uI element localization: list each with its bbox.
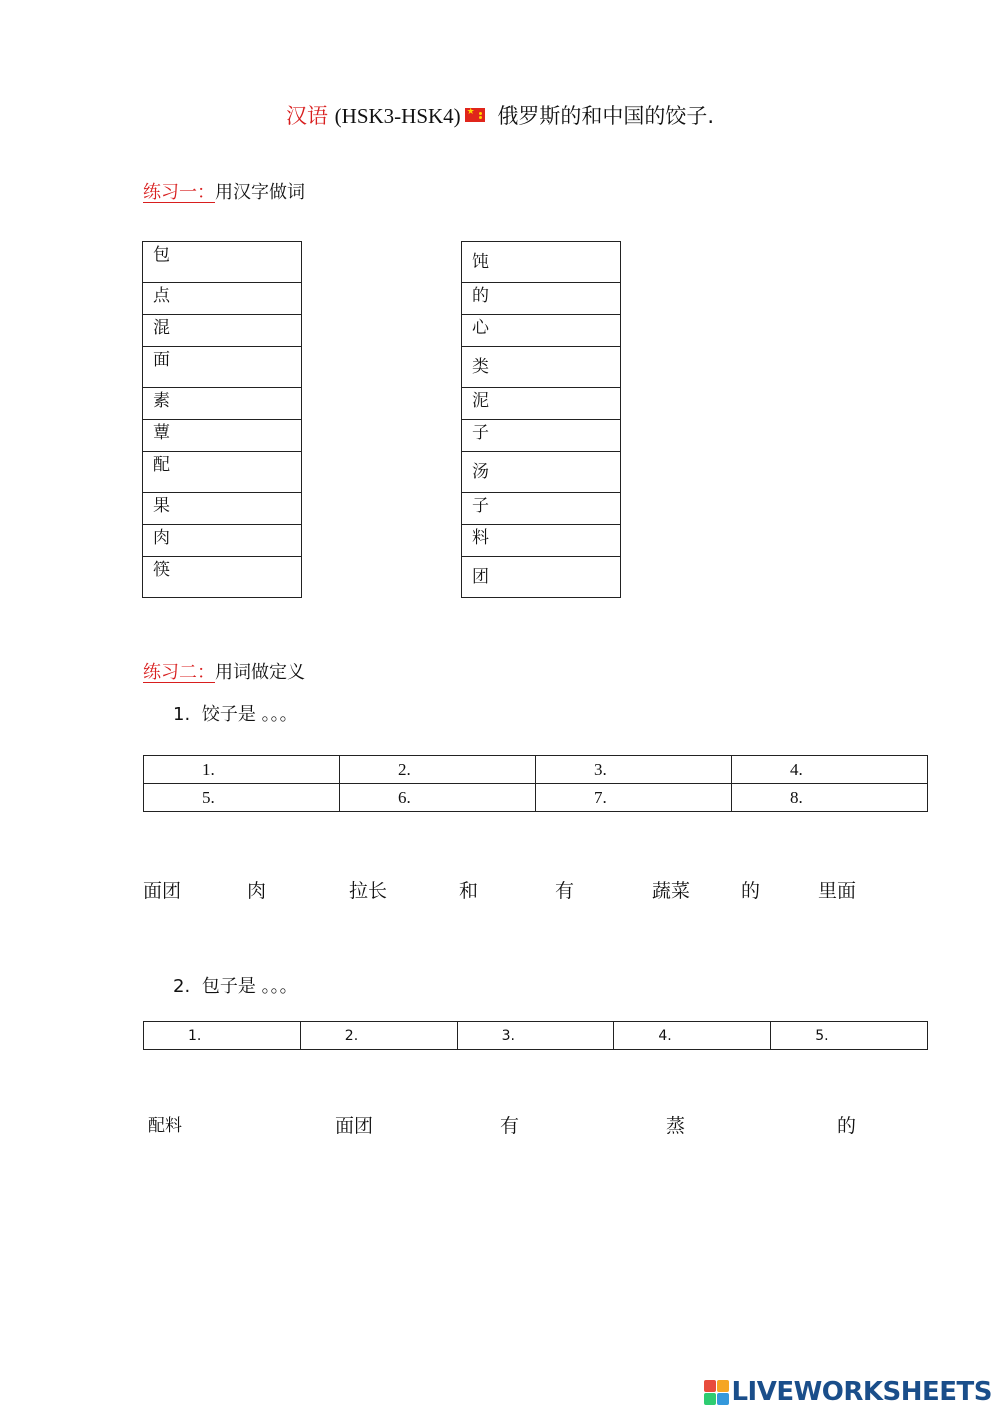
logo-square xyxy=(717,1393,729,1405)
answer-slot[interactable]: 4. xyxy=(732,756,928,784)
exercise1-heading xyxy=(143,178,305,204)
answer-slot[interactable]: 7. xyxy=(536,784,732,812)
word-option[interactable]: 面团 xyxy=(335,1115,374,1137)
answer-slot[interactable]: 3. xyxy=(457,1022,614,1050)
right-char-cell[interactable]: 子 xyxy=(462,493,621,525)
question-1 xyxy=(173,700,298,726)
logo-square xyxy=(717,1380,729,1392)
question-2-text: 包子是 。。。 xyxy=(201,976,298,997)
word-option[interactable]: 拉长 xyxy=(349,880,388,902)
exercise2-heading xyxy=(143,658,305,684)
question-2 xyxy=(173,972,298,998)
word-option[interactable]: 配料 xyxy=(148,1116,182,1136)
right-char-cell[interactable]: 饨 xyxy=(462,242,621,283)
question-1-number: 1. xyxy=(173,704,191,725)
right-char-cell[interactable]: 汤 xyxy=(462,452,621,493)
liveworksheets-logo xyxy=(704,1377,992,1407)
word-option[interactable]: 蔬菜 xyxy=(652,880,691,902)
left-char-cell[interactable]: 素 xyxy=(143,388,302,420)
right-char-cell[interactable]: 团 xyxy=(462,557,621,598)
answer-slot[interactable]: 3. xyxy=(536,756,732,784)
answer-slot[interactable]: 5. xyxy=(144,784,340,812)
left-char-cell[interactable]: 包 xyxy=(143,242,302,283)
worksheet-title xyxy=(0,100,1000,130)
word-option[interactable]: 面团 xyxy=(143,880,182,902)
title-level: (HSK3-HSK4) xyxy=(334,104,461,128)
word-option[interactable]: 的 xyxy=(837,1115,857,1137)
left-char-cell[interactable]: 筷 xyxy=(143,557,302,598)
left-char-cell[interactable]: 点 xyxy=(143,283,302,315)
answer-slot[interactable]: 5. xyxy=(771,1022,928,1050)
logo-square xyxy=(704,1380,716,1392)
answer-slot[interactable]: 4. xyxy=(614,1022,771,1050)
answer-slot[interactable]: 6. xyxy=(340,784,536,812)
word-option[interactable]: 有 xyxy=(555,880,575,902)
left-char-cell[interactable]: 果 xyxy=(143,493,302,525)
question-2-answer-table xyxy=(143,1021,928,1050)
word-option[interactable]: 蒸 xyxy=(666,1115,686,1137)
right-char-cell[interactable]: 子 xyxy=(462,420,621,452)
exercise1-right-table xyxy=(461,241,621,598)
exercise2-label: 练习二： xyxy=(143,662,215,683)
answer-slot[interactable]: 2. xyxy=(340,756,536,784)
answer-slot[interactable]: 1. xyxy=(144,756,340,784)
logo-square xyxy=(704,1393,716,1405)
exercise1-left-table xyxy=(142,241,302,598)
question-1-answer-table xyxy=(143,755,928,812)
word-option[interactable]: 肉 xyxy=(247,880,267,902)
left-char-cell[interactable]: 配 xyxy=(143,452,302,493)
left-char-cell[interactable]: 肉 xyxy=(143,525,302,557)
left-char-cell[interactable]: 蕈 xyxy=(143,420,302,452)
title-prefix: 汉语 xyxy=(285,104,328,128)
question-2-number: 2. xyxy=(173,976,191,997)
word-option[interactable]: 的 xyxy=(741,880,761,902)
answer-slot[interactable]: 2. xyxy=(300,1022,457,1050)
question-1-text: 饺子是 。。。 xyxy=(201,704,298,725)
right-char-cell[interactable]: 泥 xyxy=(462,388,621,420)
answer-slot[interactable]: 8. xyxy=(732,784,928,812)
exercise1-instruction: 用汉字做词 xyxy=(215,182,305,203)
answer-slot[interactable]: 1. xyxy=(144,1022,301,1050)
logo-squares-icon xyxy=(704,1380,729,1405)
china-flag-icon xyxy=(465,108,485,122)
word-option[interactable]: 和 xyxy=(459,880,479,902)
left-char-cell[interactable]: 混 xyxy=(143,315,302,347)
right-char-cell[interactable]: 类 xyxy=(462,347,621,388)
exercise2-instruction: 用词做定义 xyxy=(215,662,305,683)
title-main: 俄罗斯的和中国的饺子. xyxy=(497,104,715,128)
word-option[interactable]: 里面 xyxy=(818,880,857,902)
logo-text: LIVEWORKSHEETS xyxy=(731,1377,992,1407)
exercise1-label: 练习一： xyxy=(143,182,215,203)
right-char-cell[interactable]: 心 xyxy=(462,315,621,347)
left-char-cell[interactable]: 面 xyxy=(143,347,302,388)
right-char-cell[interactable]: 料 xyxy=(462,525,621,557)
word-option[interactable]: 有 xyxy=(500,1115,520,1137)
right-char-cell[interactable]: 的 xyxy=(462,283,621,315)
